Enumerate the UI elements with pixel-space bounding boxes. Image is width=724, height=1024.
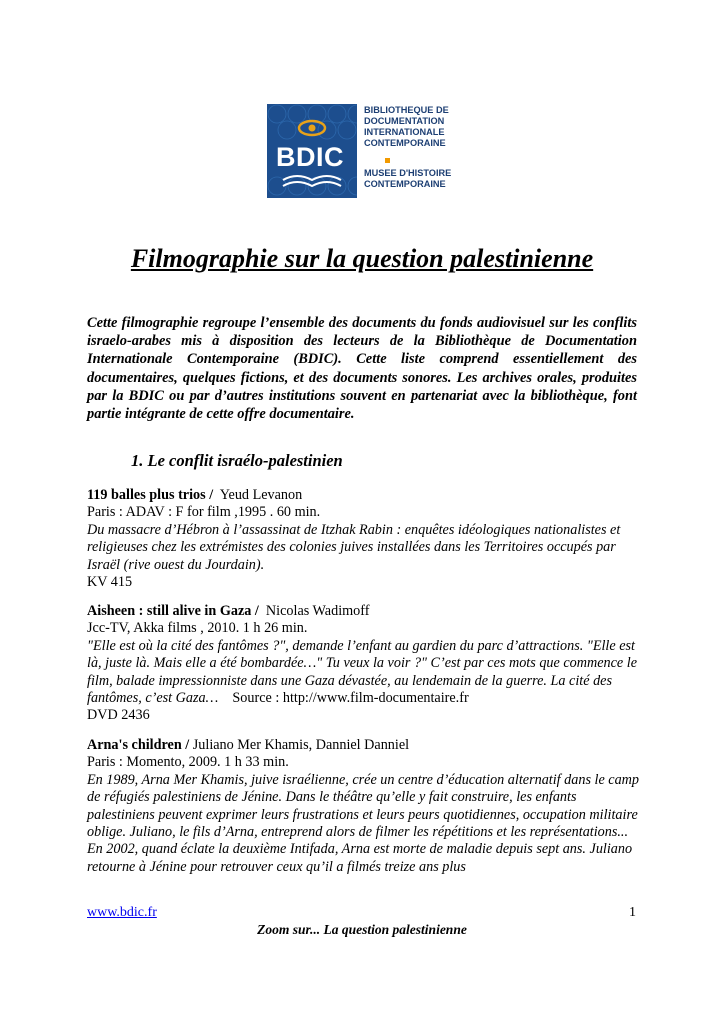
entry-header: [87, 737, 642, 754]
entry-call-number: KV 415: [87, 574, 133, 591]
entry-publication: Paris : ADAV : F for film ,1995 . 60 min.: [87, 504, 321, 521]
document-title: Filmographie sur la question palestinienne: [130, 244, 594, 273]
entry-description: En 1989, Arna Mer Khamis, juive israélienne, crée un centre d’éducation alternatif dans le camp de réfugiés palestiniens de Jénine. Dans le théâtre qu’elle y fait construire, les enfants palestiniens peuvent exprimer leurs frustrations et leurs peurs quotidiennes, occupation militaire oblige. Juliano, le fils d’Arna, entreprend alors de filmer les répétitions et les représentations... En 2002, quand éclate la deuxième Intifada, Arna est morte de maladie depuis sept ans. Juliano retourne à Jénine pour retrouver ceux qu’il a filmés treize ans plus: [87, 771, 640, 875]
logo-acronym: BDIC: [276, 142, 344, 172]
logo-name-line: DOCUMENTATION: [364, 116, 445, 126]
entry-publication: Paris : Momento, 2009. 1 h 33 min.: [87, 754, 289, 771]
entry-header: [87, 603, 642, 620]
eye-icon: [299, 121, 325, 135]
film-entry: [87, 737, 642, 876]
film-entry: [87, 603, 642, 725]
entry-description: Du massacre d’Hébron à l’assassinat de Itzhak Rabin : enquêtes idéologiques nationalistes et religieuses chez les extrémistes des colonies juives installées dans les Territoires occupés par Israël (rive ouest du Jourdain).: [87, 521, 621, 573]
logo-institution-name: [364, 105, 464, 149]
entry-description: "Elle est où la cité des fantômes ?", demande l’enfant au gardien du parc d’attractions. "Elle est là, juste là. Mais elle a été bombardée…" Tu veux la voir ?" C’est par ces mots que commence le film, balade impressionniste dans une Gaza dévastée, au lendemain de la guerre. La cité des fantômes, c’est Gaza…: [87, 637, 637, 707]
entry-author: Yeud Levanon: [219, 487, 303, 503]
entry-author: Nicolas Wadimoff: [265, 603, 370, 619]
logo-name-line: BIBLIOTHEQUE DE: [364, 105, 449, 115]
entry-title: 119 balles plus trios /: [87, 487, 214, 503]
entry-source: Source : http://www.film-documentaire.fr: [232, 690, 469, 707]
entry-author: Juliano Mer Khamis, Danniel Danniel: [192, 737, 410, 753]
entry-title: Arna's children /: [87, 737, 190, 753]
entry-publication: Jcc-TV, Akka films , 2010. 1 h 26 min.: [87, 620, 308, 637]
section-heading: 1. Le conflit israélo-palestinien: [131, 451, 343, 470]
logo-museum-line: MUSEE D'HISTOIRE: [364, 168, 452, 178]
open-book-icon: [283, 176, 341, 186]
entry-call-number: DVD 2436: [87, 707, 150, 724]
logo-separator-dot: [385, 158, 390, 163]
film-entry: [87, 487, 642, 591]
logo-museum-name: [364, 168, 464, 190]
entry-title: Aisheen : still alive in Gaza /: [87, 603, 259, 619]
logo-museum-line: CONTEMPORAINE: [364, 179, 446, 189]
logo-emblem: [267, 104, 357, 198]
logo-name-line: CONTEMPORAINE: [364, 138, 446, 148]
footer-website-link[interactable]: www.bdic.fr: [87, 905, 157, 920]
intro-paragraph: Cette filmographie regroupe l’ensemble des documents du fonds audiovisuel sur les conflits israelo-arabes mis à disposition des lecteurs de la Bibliothèque de Documentation Internationale Contemporaine (BDIC). Cette liste comprend essentiellement des documentaires, quelques fictions, et des documents sonores. Les archives orales, produites par la BDIC ou par d’autres institutions souvent en partenariat avec la bibliothèque, font partie intégrante de cette offre documentaire.: [87, 315, 637, 423]
bdic-logo: [267, 104, 463, 200]
entry-header: [87, 487, 642, 504]
logo-name-line: INTERNATIONALE: [364, 127, 445, 137]
page-number: 1: [629, 905, 636, 920]
footer-caption: Zoom sur... La question palestinienne: [257, 922, 467, 937]
